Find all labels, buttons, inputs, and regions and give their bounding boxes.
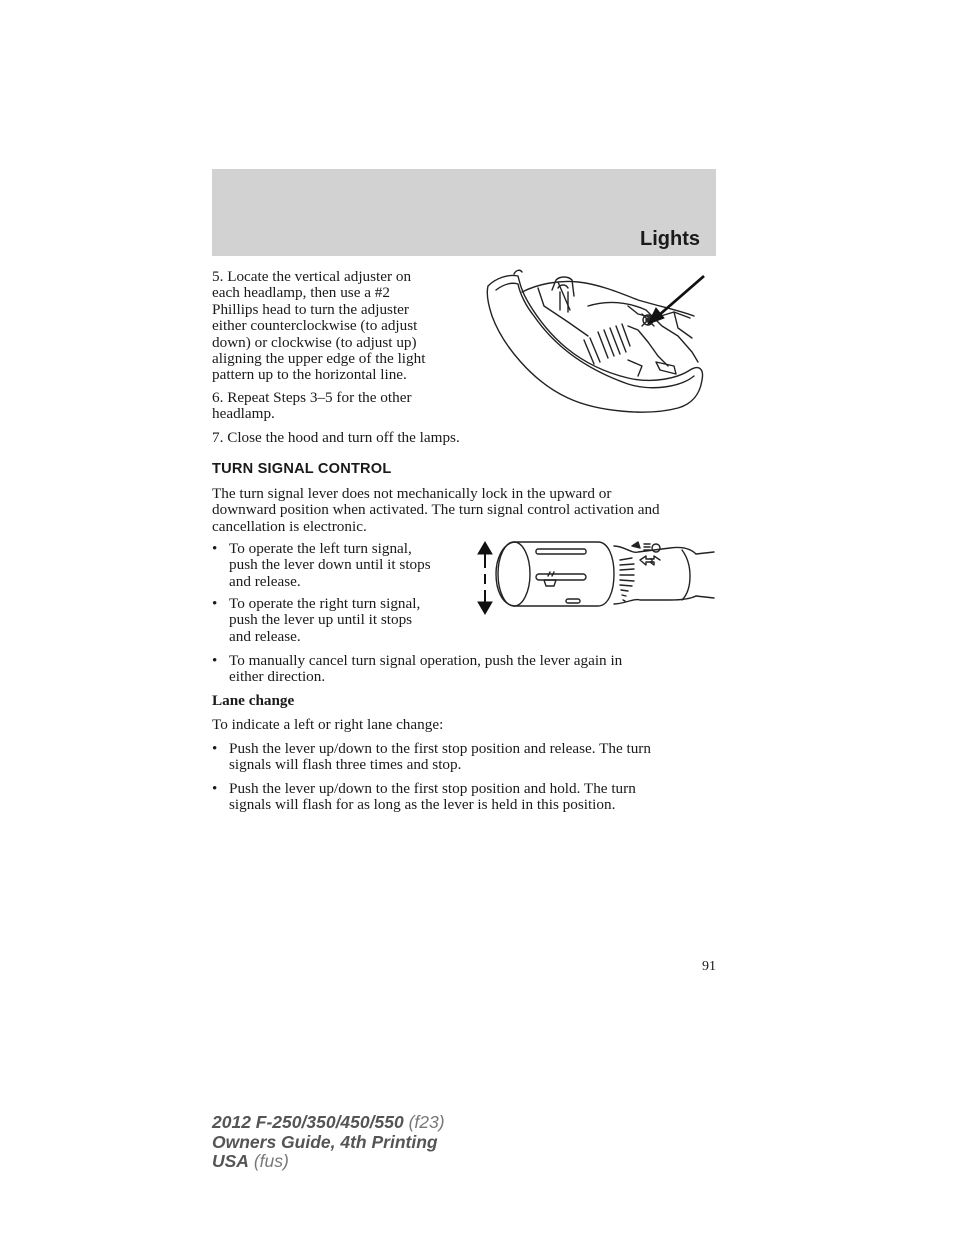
intro-line: The turn signal lever does not mechanically lock in the upward or xyxy=(212,485,612,502)
section-header-band xyxy=(212,169,716,256)
footer-line xyxy=(212,1133,445,1153)
step-5-line: aligning the upper edge of the light xyxy=(212,350,426,368)
document-footer xyxy=(212,1113,445,1172)
bullet-line: To operate the right turn signal, xyxy=(229,595,421,612)
headlamp-illustration xyxy=(478,266,716,418)
step-6-line: headlamp. xyxy=(212,405,275,423)
step-6-line: 6. Repeat Steps 3–5 for the other xyxy=(212,389,412,406)
section-title: Lights xyxy=(640,228,700,250)
lane-change-heading: Lane change xyxy=(212,692,295,709)
bullet-line: signals will flash three times and stop. xyxy=(229,756,462,774)
footer-model: 2012 F-250/350/450/550 xyxy=(212,1112,404,1132)
footer-model-code: (f23) xyxy=(408,1112,445,1132)
bullet-mark: • xyxy=(212,540,218,557)
bullet-mark: • xyxy=(212,780,218,797)
step-5-line: each headlamp, then use a #2 xyxy=(212,284,390,302)
intro-line: cancellation is electronic. xyxy=(212,517,367,535)
step-5-line: Phillips head to turn the adjuster xyxy=(212,300,409,318)
bullet-line: Push the lever up/down to the first stop position and release. The turn xyxy=(229,740,651,757)
bullet-line: and release. xyxy=(229,572,301,590)
step-5-line: down) or clockwise (to adjust up) xyxy=(212,333,417,351)
bullet-line: Push the lever up/down to the first stop position and hold. The turn xyxy=(229,780,636,797)
step-5-line: 5. Locate the vertical adjuster on xyxy=(212,268,412,285)
bullet-line: push the lever up until it stops xyxy=(229,611,413,629)
bullet-mark: • xyxy=(212,740,218,757)
footer-region: USA xyxy=(212,1151,249,1171)
step-6 xyxy=(212,390,472,423)
bullet-line: To manually cancel turn signal operation, push the lever again in xyxy=(229,652,623,669)
bullet-line: To operate the left turn signal, xyxy=(229,540,412,557)
footer-edition: Owners Guide, 4th Printing xyxy=(212,1131,438,1152)
turn-signal-intro xyxy=(212,486,722,535)
bullet-line: signals will flash for as long as the lever is held in this position. xyxy=(229,796,616,814)
bullet-line: and release. xyxy=(229,627,301,645)
page-number: 91 xyxy=(702,959,716,974)
turn-signal-lever-illustration xyxy=(474,538,716,618)
step-5-line: pattern up to the horizontal line. xyxy=(212,366,407,384)
footer-region-code: (fus) xyxy=(253,1151,289,1171)
step-5 xyxy=(212,269,472,384)
footer-line xyxy=(212,1152,445,1172)
bullet-line: push the lever down until it stops xyxy=(229,556,431,574)
bullet-mark: • xyxy=(212,595,218,612)
step-7: 7. Close the hood and turn off the lamps. xyxy=(212,429,460,446)
intro-line: downward position when activated. The turn signal control activation and xyxy=(212,501,660,519)
turn-signal-heading: TURN SIGNAL CONTROL xyxy=(212,461,392,477)
lane-change-intro: To indicate a left or right lane change: xyxy=(212,716,444,733)
bullet-mark: • xyxy=(212,652,218,669)
bullet-line: either direction. xyxy=(229,668,326,686)
step-5-line: either counterclockwise (to adjust xyxy=(212,317,418,335)
footer-line xyxy=(212,1113,445,1133)
